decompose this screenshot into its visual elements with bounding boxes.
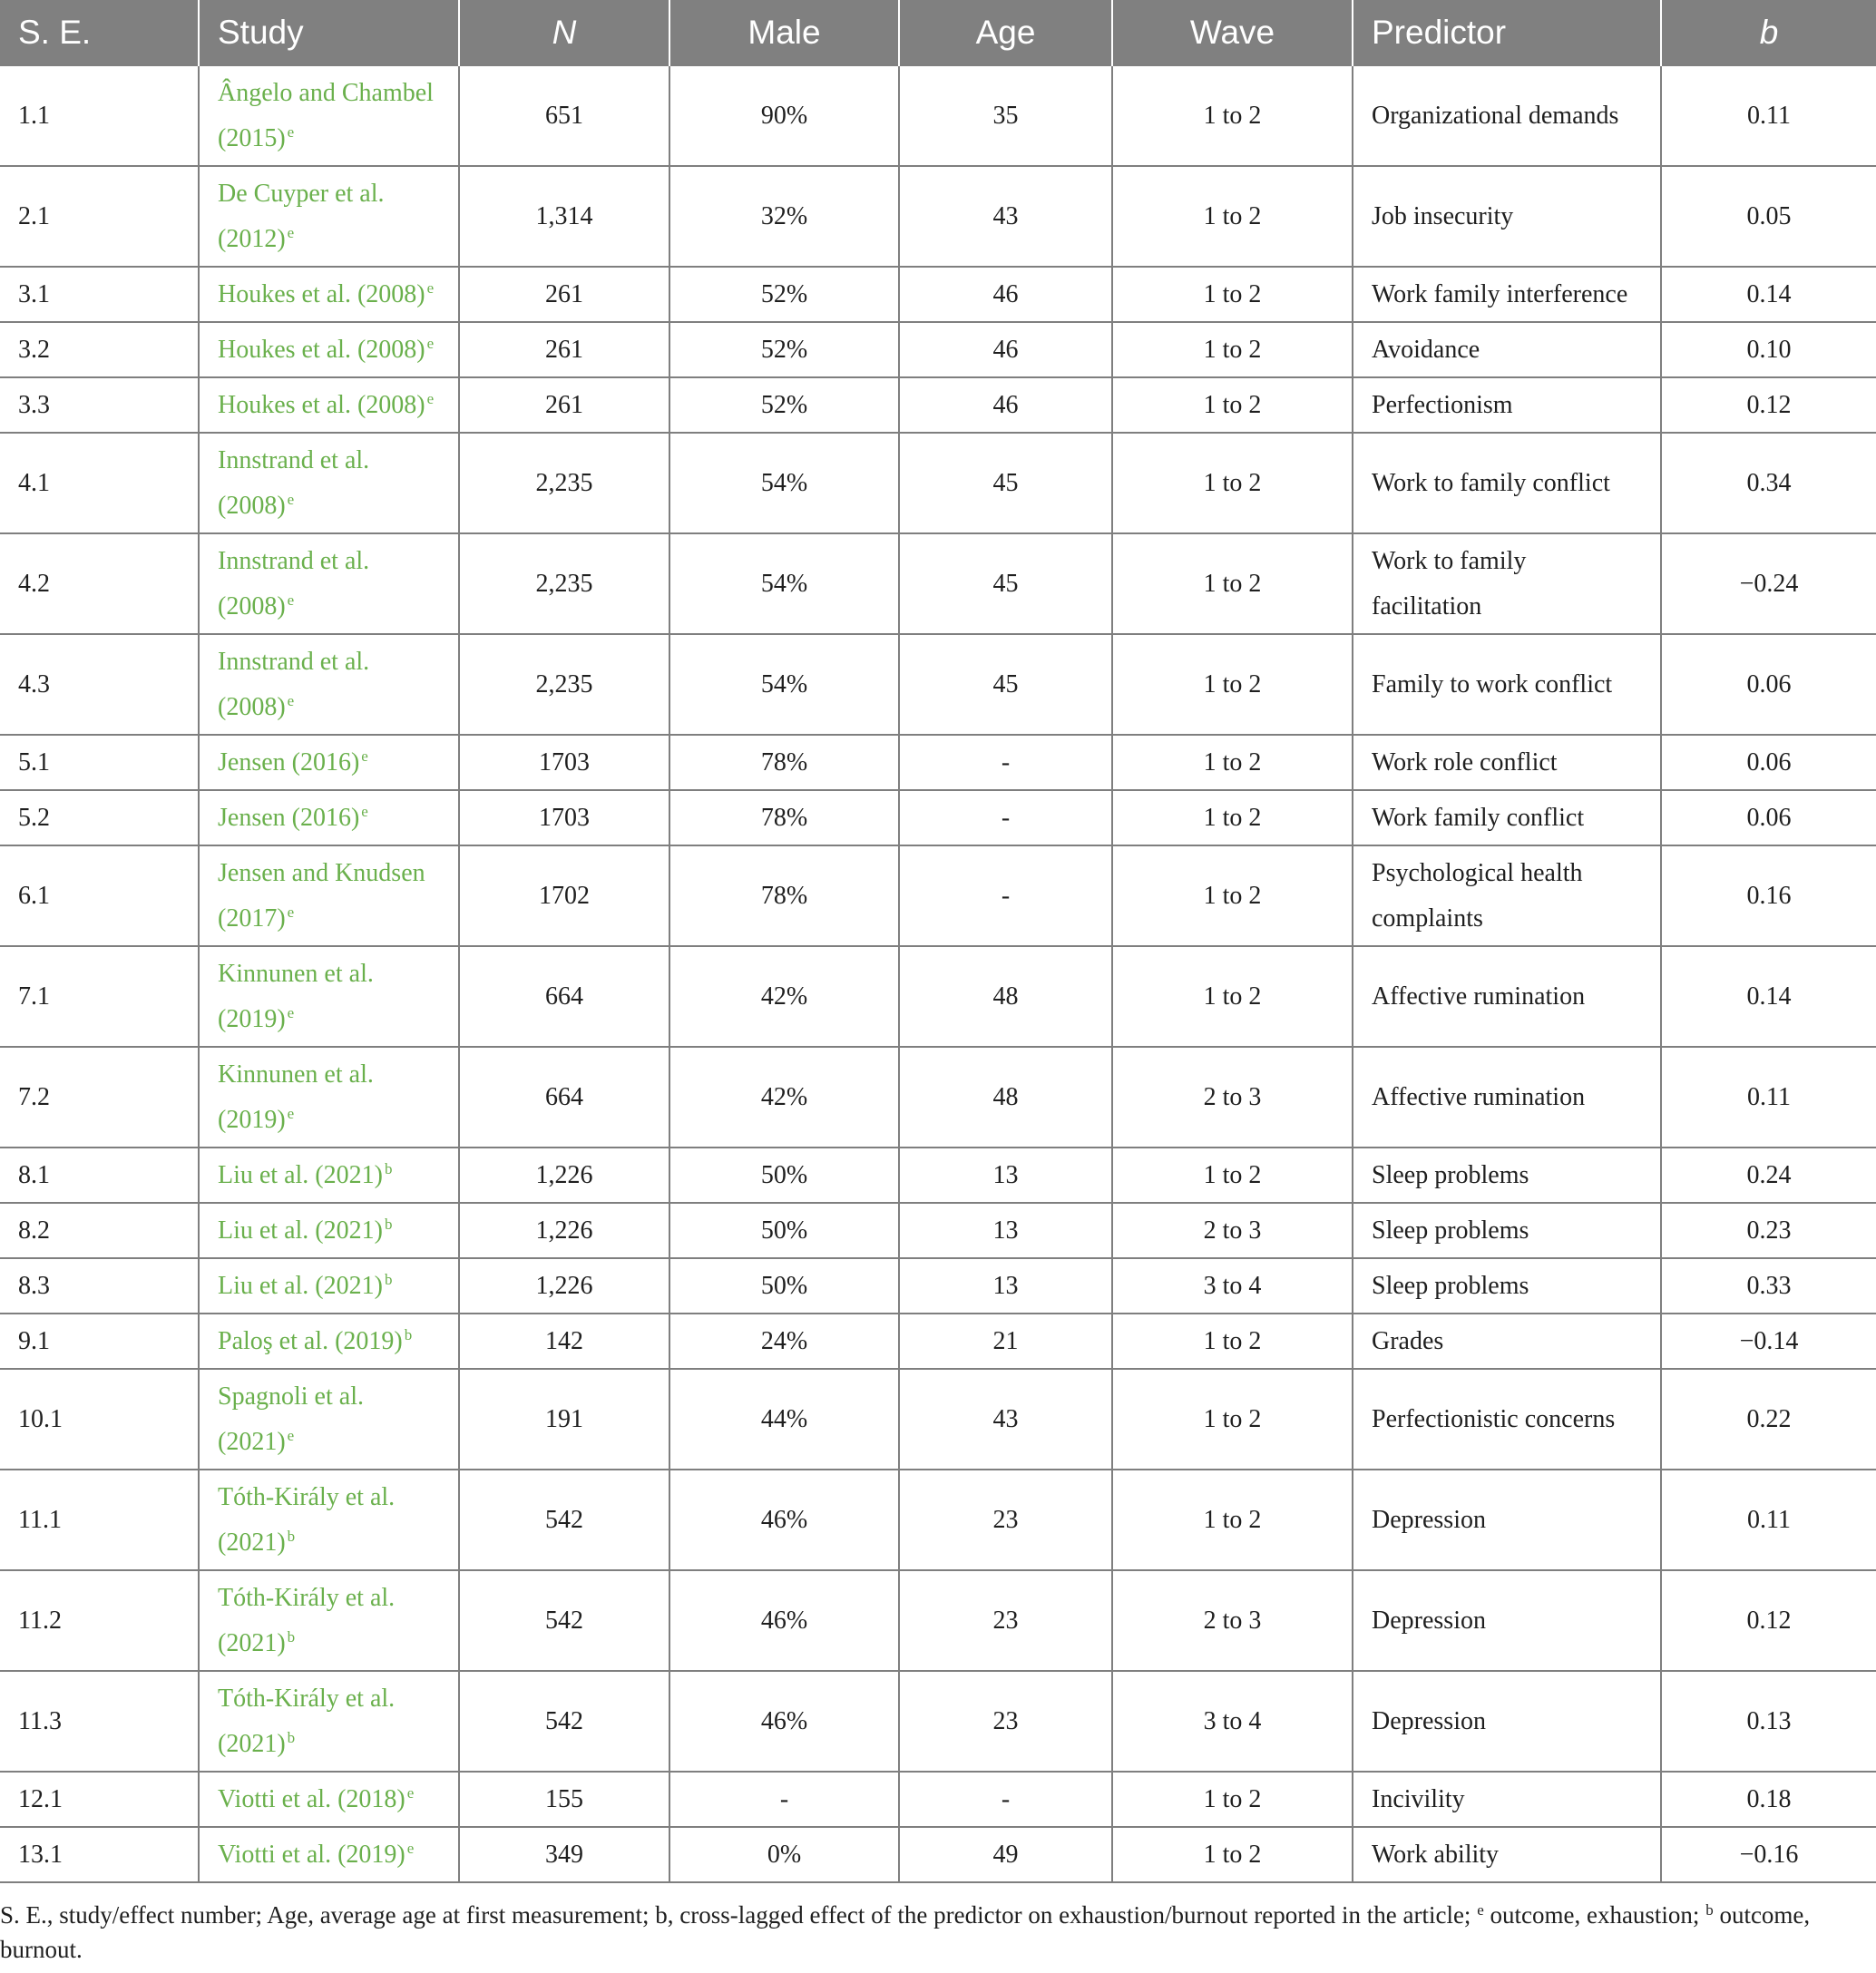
cell-male: 32% — [669, 166, 899, 267]
cell-se: 6.1 — [0, 845, 199, 946]
table-header-row — [0, 0, 1876, 65]
table-row — [0, 1827, 1876, 1882]
cell-study[interactable] — [199, 267, 459, 322]
cell-se: 13.1 — [0, 1827, 199, 1882]
cell-predictor: Sleep problems — [1353, 1258, 1661, 1314]
cell-male: 52% — [669, 377, 899, 433]
study-citation-link[interactable]: Jensen (2016) — [218, 803, 360, 832]
cell-male: 78% — [669, 790, 899, 845]
cell-age: 49 — [899, 1827, 1112, 1882]
outcome-superscript: e — [361, 747, 368, 765]
cell-wave: 3 to 4 — [1112, 1671, 1353, 1772]
cell-wave: 1 to 2 — [1112, 533, 1353, 634]
cell-study[interactable] — [199, 322, 459, 377]
cell-male: 50% — [669, 1203, 899, 1258]
cell-b: 0.12 — [1661, 377, 1876, 433]
cell-wave: 3 to 4 — [1112, 1258, 1353, 1314]
table-footnote — [0, 1898, 1832, 1967]
table-body — [0, 65, 1876, 1882]
cell-b: 0.24 — [1661, 1148, 1876, 1203]
cell-predictor: Work family conflict — [1353, 790, 1661, 845]
cell-n: 1,226 — [459, 1203, 669, 1258]
cell-study[interactable] — [199, 845, 459, 946]
cell-male: 52% — [669, 322, 899, 377]
study-citation-link[interactable]: Innstrand et al. (2008) — [218, 445, 370, 520]
cell-predictor: Work ability — [1353, 1827, 1661, 1882]
cell-age: - — [899, 845, 1112, 946]
cell-b: 0.12 — [1661, 1570, 1876, 1671]
cell-n: 1703 — [459, 790, 669, 845]
study-citation-link[interactable]: Jensen (2016) — [218, 747, 360, 777]
table-row — [0, 1258, 1876, 1314]
header-se: S. E. — [18, 13, 92, 51]
cell-male: 44% — [669, 1369, 899, 1470]
cell-se: 8.3 — [0, 1258, 199, 1314]
cell-b: 0.06 — [1661, 634, 1876, 735]
cell-n: 155 — [459, 1772, 669, 1827]
outcome-superscript: e — [287, 903, 295, 921]
cell-b: 0.34 — [1661, 433, 1876, 533]
cell-age: 48 — [899, 946, 1112, 1047]
cell-se: 4.3 — [0, 634, 199, 735]
outcome-superscript: e — [406, 1783, 415, 1802]
footnote-text-2: outcome, exhaustion; — [1483, 1901, 1706, 1929]
cell-n: 261 — [459, 267, 669, 322]
cell-predictor: Perfectionistic concerns — [1353, 1369, 1661, 1470]
cell-study[interactable] — [199, 1671, 459, 1772]
cell-age: 23 — [899, 1470, 1112, 1570]
table-row — [0, 1314, 1876, 1369]
cell-male: 42% — [669, 946, 899, 1047]
table-row — [0, 533, 1876, 634]
cell-predictor: Grades — [1353, 1314, 1661, 1369]
cell-male: 46% — [669, 1570, 899, 1671]
cell-n: 261 — [459, 322, 669, 377]
study-citation-link[interactable]: Paloş et al. (2019) — [218, 1326, 403, 1355]
outcome-superscript: e — [426, 334, 435, 352]
footnote-sup-e: e — [1477, 1901, 1484, 1919]
cell-n: 664 — [459, 1047, 669, 1148]
cell-study[interactable] — [199, 790, 459, 845]
outcome-superscript: b — [287, 1627, 296, 1646]
cell-n: 542 — [459, 1570, 669, 1671]
cell-se: 5.1 — [0, 735, 199, 790]
cell-age: - — [899, 1772, 1112, 1827]
cell-predictor: Work to family conflict — [1353, 433, 1661, 533]
cell-wave: 2 to 3 — [1112, 1203, 1353, 1258]
cell-b: 0.11 — [1661, 1047, 1876, 1148]
cell-se: 5.2 — [0, 790, 199, 845]
outcome-superscript: b — [384, 1270, 393, 1288]
study-citation-link[interactable]: Liu et al. (2021) — [218, 1271, 383, 1300]
cell-predictor: Incivility — [1353, 1772, 1661, 1827]
cell-wave: 1 to 2 — [1112, 433, 1353, 533]
cell-se: 11.1 — [0, 1470, 199, 1570]
cell-b: 0.11 — [1661, 1470, 1876, 1570]
cell-predictor: Psychological health complaints — [1353, 845, 1661, 946]
cell-age: 46 — [899, 377, 1112, 433]
cell-age: 46 — [899, 267, 1112, 322]
cell-wave: 1 to 2 — [1112, 377, 1353, 433]
cell-predictor: Affective rumination — [1353, 946, 1661, 1047]
cell-wave: 1 to 2 — [1112, 1772, 1353, 1827]
header-study: Study — [199, 0, 459, 65]
cell-wave: 1 to 2 — [1112, 1148, 1353, 1203]
cell-study[interactable] — [199, 1203, 459, 1258]
table-row — [0, 1047, 1876, 1148]
cell-male: 50% — [669, 1148, 899, 1203]
study-citation-link[interactable]: Liu et al. (2021) — [218, 1160, 383, 1189]
cell-wave: 1 to 2 — [1112, 946, 1353, 1047]
cell-b: −0.16 — [1661, 1827, 1876, 1882]
table-row — [0, 1570, 1876, 1671]
header-b: b — [1661, 0, 1876, 65]
cell-age: 45 — [899, 433, 1112, 533]
cell-se: 4.1 — [0, 433, 199, 533]
cell-predictor: Work role conflict — [1353, 735, 1661, 790]
cell-wave: 1 to 2 — [1112, 1314, 1353, 1369]
cell-wave: 1 to 2 — [1112, 1827, 1353, 1882]
study-citation-link[interactable]: Jensen and Knudsen (2017) — [218, 858, 425, 933]
table-row — [0, 634, 1876, 735]
cell-predictor: Depression — [1353, 1470, 1661, 1570]
cell-n: 651 — [459, 65, 669, 166]
cell-male: - — [669, 1772, 899, 1827]
cell-n: 542 — [459, 1671, 669, 1772]
footnote-text-1: S. E., study/effect number; Age, average age at first measurement; b, cross-lagged effect of the predictor on exhaustion/burnout reported in the article; — [0, 1901, 1478, 1929]
outcome-superscript: e — [287, 223, 295, 241]
cell-wave: 1 to 2 — [1112, 267, 1353, 322]
cell-wave: 1 to 2 — [1112, 634, 1353, 735]
outcome-superscript: b — [287, 1728, 296, 1746]
outcome-superscript: e — [287, 122, 295, 141]
cell-se: 11.3 — [0, 1671, 199, 1772]
study-citation-link[interactable]: Viotti et al. (2019) — [218, 1840, 405, 1869]
cell-n: 1,226 — [459, 1258, 669, 1314]
cell-predictor: Work to family facilitation — [1353, 533, 1661, 634]
study-citation-link[interactable]: Liu et al. (2021) — [218, 1216, 383, 1245]
cell-se: 4.2 — [0, 533, 199, 634]
cell-n: 2,235 — [459, 433, 669, 533]
table-row — [0, 845, 1876, 946]
cell-male: 78% — [669, 735, 899, 790]
cell-se: 10.1 — [0, 1369, 199, 1470]
cell-se: 11.2 — [0, 1570, 199, 1671]
outcome-superscript: b — [287, 1527, 296, 1545]
study-citation-link[interactable]: Tóth-Király et al. (2021) — [218, 1482, 396, 1557]
cell-b: 0.14 — [1661, 267, 1876, 322]
table-row — [0, 433, 1876, 533]
cell-male: 54% — [669, 433, 899, 533]
cell-age: - — [899, 790, 1112, 845]
cell-age: 45 — [899, 533, 1112, 634]
cell-age: 13 — [899, 1203, 1112, 1258]
table-row — [0, 322, 1876, 377]
cell-predictor: Sleep problems — [1353, 1203, 1661, 1258]
study-citation-link[interactable]: Innstrand et al. (2008) — [218, 647, 370, 721]
cell-predictor: Perfectionism — [1353, 377, 1661, 433]
cell-study[interactable] — [199, 1470, 459, 1570]
outcome-superscript: e — [287, 490, 295, 508]
cell-b: 0.05 — [1661, 166, 1876, 267]
cell-se: 3.3 — [0, 377, 199, 433]
table-row — [0, 1369, 1876, 1470]
cell-wave: 1 to 2 — [1112, 322, 1353, 377]
outcome-superscript: e — [426, 278, 435, 297]
table-row — [0, 946, 1876, 1047]
cell-study[interactable] — [199, 1047, 459, 1148]
table-row — [0, 65, 1876, 166]
cell-male: 42% — [669, 1047, 899, 1148]
cell-n: 349 — [459, 1827, 669, 1882]
outcome-superscript: e — [287, 591, 295, 609]
cell-n: 1702 — [459, 845, 669, 946]
cell-age: 13 — [899, 1148, 1112, 1203]
cell-predictor: Work family interference — [1353, 267, 1661, 322]
outcome-superscript: b — [404, 1325, 413, 1343]
cell-male: 50% — [669, 1258, 899, 1314]
study-citation-link[interactable]: Kinnunen et al. (2019) — [218, 1060, 374, 1134]
cell-age: 13 — [899, 1258, 1112, 1314]
cell-b: 0.33 — [1661, 1258, 1876, 1314]
cell-male: 46% — [669, 1671, 899, 1772]
cell-n: 1703 — [459, 735, 669, 790]
cell-se: 7.2 — [0, 1047, 199, 1148]
outcome-superscript: b — [384, 1215, 393, 1233]
cell-b: −0.24 — [1661, 533, 1876, 634]
table-row — [0, 790, 1876, 845]
study-citation-link[interactable]: De Cuyper et al. (2012) — [218, 179, 385, 253]
cell-age: 43 — [899, 1369, 1112, 1470]
cell-b: 0.22 — [1661, 1369, 1876, 1470]
cell-male: 24% — [669, 1314, 899, 1369]
cell-study[interactable] — [199, 946, 459, 1047]
table-row — [0, 1470, 1876, 1570]
outcome-superscript: e — [287, 1003, 295, 1021]
footnote-sup-b: b — [1705, 1901, 1714, 1919]
cell-study[interactable] — [199, 1772, 459, 1827]
cell-wave: 1 to 2 — [1112, 845, 1353, 946]
cell-male: 46% — [669, 1470, 899, 1570]
cell-male: 78% — [669, 845, 899, 946]
table-row — [0, 1671, 1876, 1772]
cell-wave: 1 to 2 — [1112, 790, 1353, 845]
cell-study[interactable] — [199, 1314, 459, 1369]
cell-study[interactable] — [199, 65, 459, 166]
outcome-superscript: b — [384, 1159, 393, 1177]
cell-se: 1.1 — [0, 65, 199, 166]
cell-se: 8.1 — [0, 1148, 199, 1203]
outcome-superscript: e — [406, 1839, 415, 1857]
header-male: Male — [669, 0, 899, 65]
table-row — [0, 735, 1876, 790]
cell-wave: 2 to 3 — [1112, 1570, 1353, 1671]
cell-wave: 1 to 2 — [1112, 1470, 1353, 1570]
cell-wave: 1 to 2 — [1112, 1369, 1353, 1470]
cell-predictor: Sleep problems — [1353, 1148, 1661, 1203]
study-citation-link[interactable]: Viotti et al. (2018) — [218, 1784, 405, 1813]
study-citation-link[interactable]: Houkes et al. (2008) — [218, 390, 425, 419]
footnote-text-3: outcome, burnout. — [0, 1901, 1811, 1963]
cell-study[interactable] — [199, 1148, 459, 1203]
study-citation-link[interactable]: Innstrand et al. (2008) — [218, 546, 370, 620]
table-row — [0, 1203, 1876, 1258]
cell-study[interactable] — [199, 1258, 459, 1314]
outcome-superscript: e — [287, 1426, 295, 1444]
cell-b: 0.11 — [1661, 65, 1876, 166]
cell-study[interactable] — [199, 735, 459, 790]
cell-b: 0.23 — [1661, 1203, 1876, 1258]
cell-study[interactable] — [199, 1570, 459, 1671]
cell-age: - — [899, 735, 1112, 790]
table-row — [0, 377, 1876, 433]
study-citation-link[interactable]: Ângelo and Chambel (2015) — [218, 78, 434, 152]
table-row — [0, 166, 1876, 267]
cell-wave: 2 to 3 — [1112, 1047, 1353, 1148]
cell-male: 90% — [669, 65, 899, 166]
outcome-superscript: e — [361, 802, 368, 820]
cell-male: 0% — [669, 1827, 899, 1882]
cell-age: 46 — [899, 322, 1112, 377]
cell-predictor: Family to work conflict — [1353, 634, 1661, 735]
header-n: N — [459, 0, 669, 65]
cell-b: 0.14 — [1661, 946, 1876, 1047]
cell-se: 3.1 — [0, 267, 199, 322]
cell-study[interactable] — [199, 166, 459, 267]
cell-se: 9.1 — [0, 1314, 199, 1369]
cell-study[interactable] — [199, 634, 459, 735]
study-citation-link[interactable]: Kinnunen et al. (2019) — [218, 959, 374, 1033]
study-citation-link[interactable]: Houkes et al. (2008) — [218, 335, 425, 364]
cell-b: 0.18 — [1661, 1772, 1876, 1827]
cell-n: 142 — [459, 1314, 669, 1369]
table-row — [0, 1772, 1876, 1827]
cell-predictor: Organizational demands — [1353, 65, 1661, 166]
outcome-superscript: e — [287, 1104, 295, 1122]
cell-n: 2,235 — [459, 634, 669, 735]
cell-study[interactable] — [199, 377, 459, 433]
cell-wave: 1 to 2 — [1112, 735, 1353, 790]
header-age: Age — [899, 0, 1112, 65]
cell-predictor: Job insecurity — [1353, 166, 1661, 267]
cell-se: 8.2 — [0, 1203, 199, 1258]
cell-age: 48 — [899, 1047, 1112, 1148]
cell-study[interactable] — [199, 1369, 459, 1470]
study-citation-link[interactable]: Houkes et al. (2008) — [218, 279, 425, 308]
cell-predictor: Avoidance — [1353, 322, 1661, 377]
cell-n: 1,226 — [459, 1148, 669, 1203]
cell-age: 35 — [899, 65, 1112, 166]
cell-b: 0.06 — [1661, 735, 1876, 790]
cell-b: 0.10 — [1661, 322, 1876, 377]
table-row — [0, 267, 1876, 322]
cell-n: 542 — [459, 1470, 669, 1570]
cell-se: 7.1 — [0, 946, 199, 1047]
cell-age: 45 — [899, 634, 1112, 735]
cell-study[interactable] — [199, 433, 459, 533]
cell-n: 261 — [459, 377, 669, 433]
cell-wave: 1 to 2 — [1112, 65, 1353, 166]
cell-n: 2,235 — [459, 533, 669, 634]
cell-study[interactable] — [199, 533, 459, 634]
cell-predictor: Depression — [1353, 1570, 1661, 1671]
cell-n: 191 — [459, 1369, 669, 1470]
cell-b: 0.16 — [1661, 845, 1876, 946]
cell-b: −0.14 — [1661, 1314, 1876, 1369]
cell-male: 54% — [669, 634, 899, 735]
cell-age: 23 — [899, 1671, 1112, 1772]
outcome-superscript: e — [287, 691, 295, 709]
cell-age: 21 — [899, 1314, 1112, 1369]
cell-study[interactable] — [199, 1827, 459, 1882]
table-row — [0, 1148, 1876, 1203]
cell-age: 43 — [899, 166, 1112, 267]
cell-se: 2.1 — [0, 166, 199, 267]
outcome-superscript: e — [426, 389, 435, 407]
cell-b: 0.06 — [1661, 790, 1876, 845]
cell-se: 12.1 — [0, 1772, 199, 1827]
header-wave: Wave — [1112, 0, 1353, 65]
study-citation-link[interactable]: Tóth-Király et al. (2021) — [218, 1583, 396, 1657]
cell-age: 23 — [899, 1570, 1112, 1671]
cell-male: 52% — [669, 267, 899, 322]
cell-wave: 1 to 2 — [1112, 166, 1353, 267]
cell-predictor: Depression — [1353, 1671, 1661, 1772]
cell-se: 3.2 — [0, 322, 199, 377]
cell-n: 664 — [459, 946, 669, 1047]
cell-b: 0.13 — [1661, 1671, 1876, 1772]
cell-male: 54% — [669, 533, 899, 634]
cell-n: 1,314 — [459, 166, 669, 267]
study-citation-link[interactable]: Spagnoli et al. (2021) — [218, 1382, 364, 1456]
study-citation-link[interactable]: Tóth-Király et al. (2021) — [218, 1684, 396, 1758]
header-predictor: Predictor — [1353, 0, 1661, 65]
cell-predictor: Affective rumination — [1353, 1047, 1661, 1148]
